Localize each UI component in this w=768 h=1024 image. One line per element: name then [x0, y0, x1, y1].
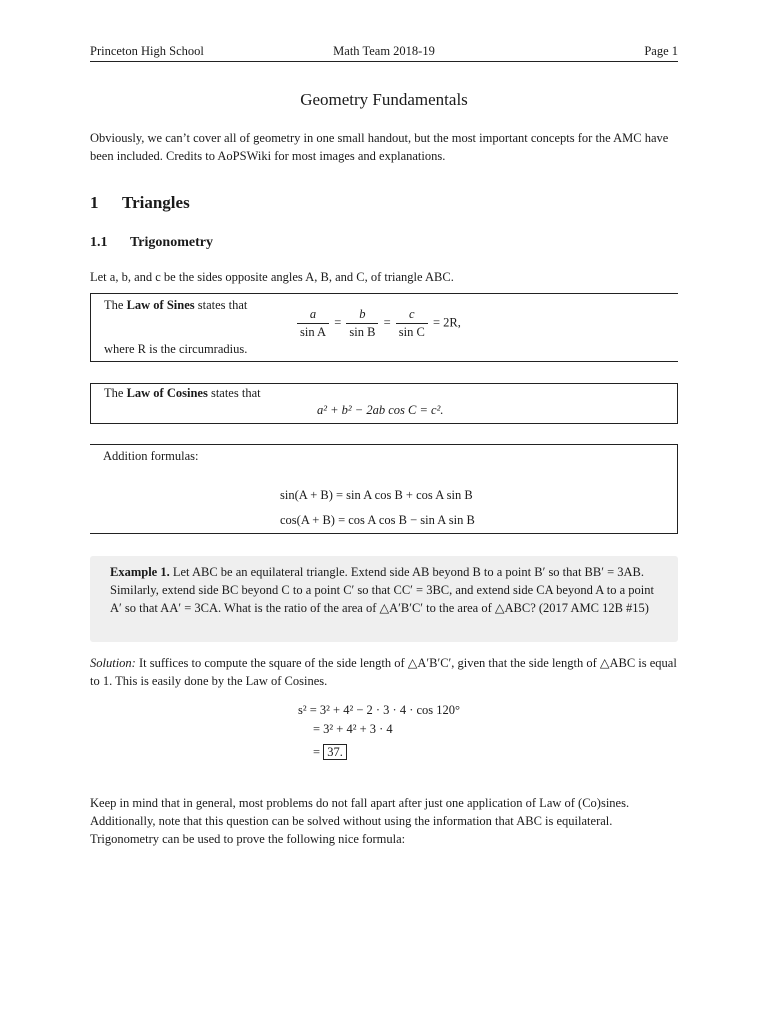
- law-of-cosines-box: [90, 383, 678, 424]
- subsection-heading: [90, 235, 213, 251]
- intro-paragraph: Obviously, we can’t cover all of geometry in one small handout, but the most important concepts for the AMC have been included. Credits to AoPSWiki for most images and explanations.: [90, 131, 669, 163]
- sin-addition-formula: sin(A + B) = sin A cos B + cos A sin B: [280, 488, 473, 502]
- header-school: Princeton High School: [90, 44, 204, 58]
- section-title: Triangles: [122, 193, 190, 212]
- let-sentence: Let a, b, and c be the sides opposite angles A, B, and C, of triangle ABC.: [90, 270, 454, 284]
- document-title: Geometry Fundamentals: [300, 90, 468, 109]
- law-of-sines-intro: The Law of Sines states that: [104, 298, 248, 312]
- subsection-title: Trigonometry: [130, 235, 213, 250]
- solution-equation-line-3: = 37.: [313, 745, 347, 760]
- header-page-number: Page 1: [644, 44, 678, 58]
- solution-text: It suffices to compute the square of the side length of △A′B′C′, given that the side length of △ABC is equal to 1. This is easily done by the Law of Cosines.: [90, 656, 677, 688]
- section-heading: [90, 193, 190, 213]
- running-header: [90, 43, 678, 62]
- cos-addition-formula: cos(A + B) = cos A cos B − sin A sin B: [280, 513, 475, 527]
- fraction-a-over-sin-a: $\frac{a}{\text{sin A}}$: [297, 307, 329, 340]
- solution-equation-line-1: s² = 3² + 4² − 2 · 3 · 4 · cos 120°: [298, 703, 461, 717]
- law-of-sines-box: [90, 293, 678, 362]
- example-box: [90, 556, 678, 642]
- law-of-cosines-term: Law of Cosines: [126, 386, 208, 400]
- closing-paragraph: Keep in mind that in general, most problems do not fall apart after just one application of Law of (Co)sines. Additionally, note that this question can be solved without using the information that ABC is equilateral. Trigonometry can be used to prove the following nice formula:: [90, 796, 630, 846]
- law-of-cosines-intro: The Law of Cosines states that: [104, 386, 261, 400]
- fraction-c-over-sin-c: $\frac{c}{\text{sin C}}$: [396, 307, 428, 340]
- solution-paragraph: [90, 654, 678, 690]
- section-number: 1: [90, 193, 99, 212]
- solution-label: Solution:: [90, 656, 136, 670]
- addition-formulas-label: Addition formulas:: [103, 449, 199, 463]
- law-of-sines-formula: $\frac{a}{\text{sin A}}$ = $\frac{b}{\text{sin B}}$ = $\frac{c}{\text{sin C}}$ = 2R,: [295, 307, 461, 340]
- law-of-sines-note: where R is the circumradius.: [104, 342, 248, 356]
- boxed-answer: 37.: [323, 744, 347, 760]
- law-of-sines-term: Law of Sines: [126, 298, 195, 312]
- example-label: Example 1.: [110, 565, 170, 579]
- header-team: Math Team 2018-19: [333, 44, 435, 58]
- addition-formulas-box: [90, 444, 678, 534]
- fraction-b-over-sin-b: $\frac{b}{\text{sin B}}$: [346, 307, 378, 340]
- subsection-number: 1.1: [90, 235, 108, 250]
- solution-equation-line-2: = 3² + 4² + 3 · 4: [313, 722, 393, 736]
- law-of-cosines-formula: a² + b² − 2ab cos C = c².: [317, 403, 444, 417]
- example-text: Let ABC be an equilateral triangle. Extend side AB beyond B to a point B′ so that BB′ = 3AB. Similarly, extend side BC beyond C to a point C′ so that CC′ = 3BC, and extend side CA beyond A to a point A′ so that AA′ = 3CA. What is the ratio of the area of △A′B′C′ to the area of △ABC? (2017 AMC 12B #15): [110, 565, 654, 615]
